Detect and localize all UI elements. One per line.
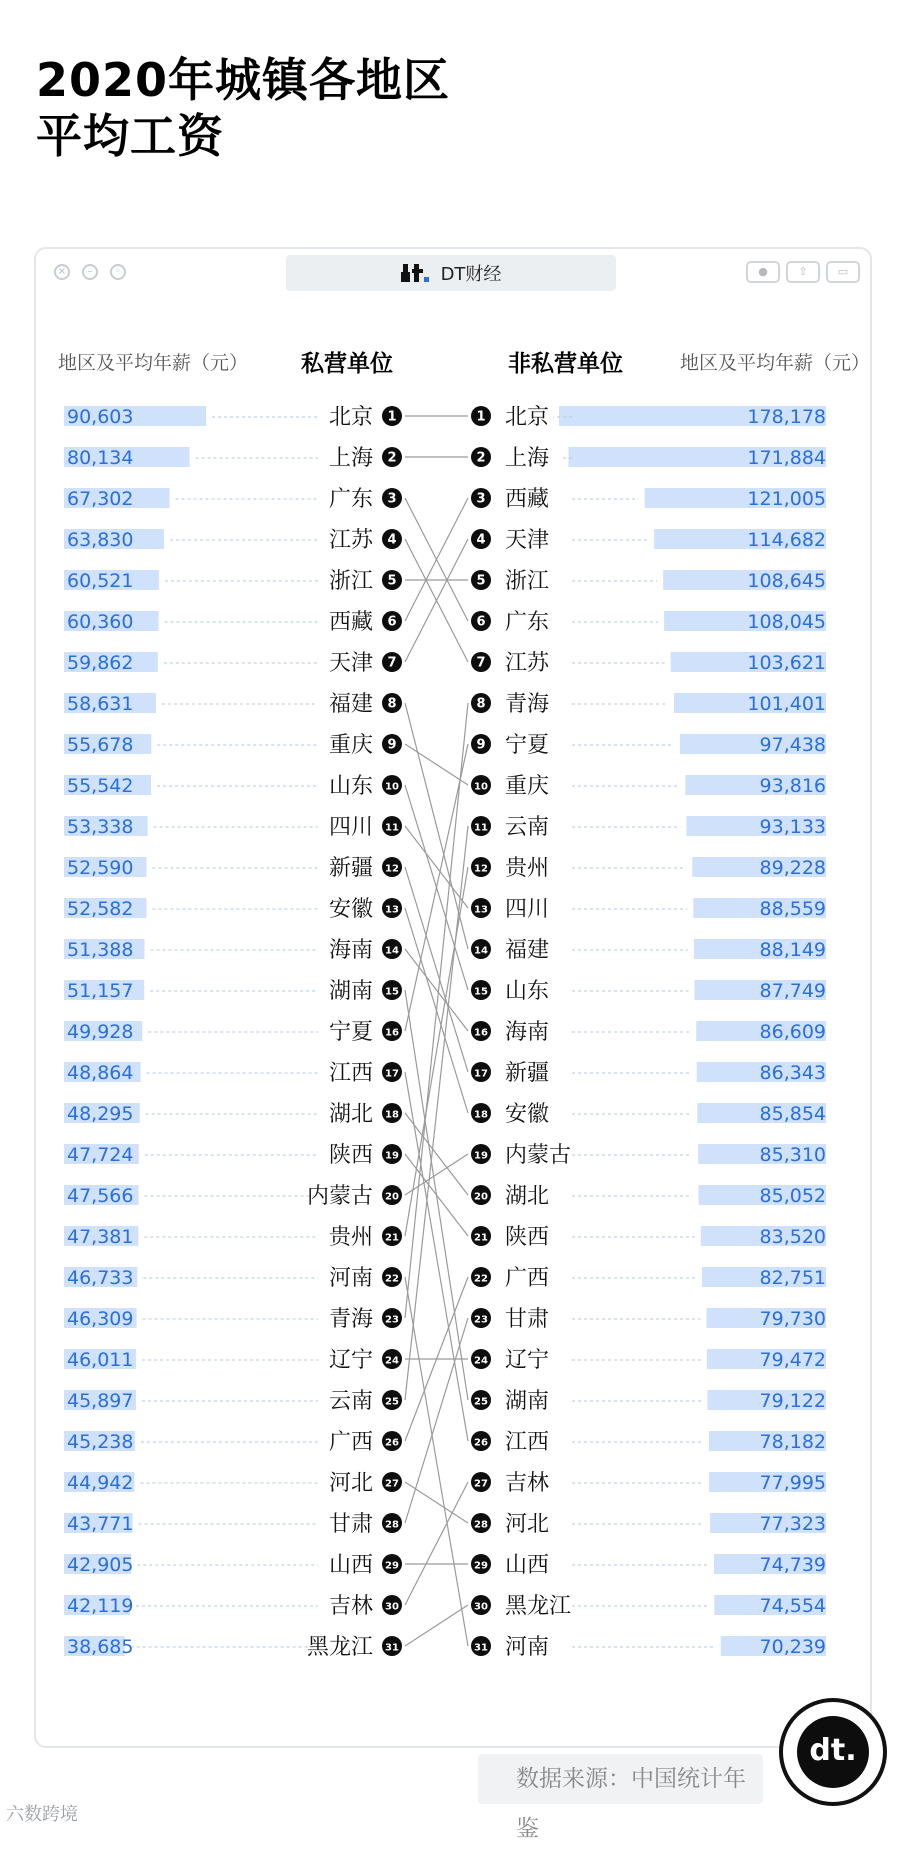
nonprivate-rank: 11 (474, 822, 488, 834)
nonprivate-value: 77,995 (759, 1472, 826, 1494)
nonprivate-rank: 20 (474, 1191, 488, 1203)
private-region: 内蒙古 (306, 1184, 373, 1209)
private-region: 河北 (328, 1471, 373, 1496)
nonprivate-region: 海南 (505, 1020, 550, 1045)
connector-河南 (405, 1277, 468, 1646)
private-row (64, 1225, 402, 1250)
private-rank: 19 (385, 1150, 399, 1162)
nonprivate-rank: 18 (474, 1109, 488, 1121)
nonprivate-row (471, 651, 826, 676)
nonprivate-value: 93,816 (759, 775, 826, 797)
right-header-title: 非私营单位 (508, 351, 623, 377)
private-region: 青海 (328, 1307, 373, 1332)
nonprivate-row (471, 1348, 826, 1373)
nonprivate-rank: 21 (474, 1232, 488, 1244)
nonprivate-region: 西藏 (505, 487, 550, 512)
private-rank: 24 (385, 1355, 399, 1367)
nonprivate-value: 77,323 (759, 1513, 826, 1535)
nonprivate-region: 重庆 (505, 774, 550, 799)
private-region: 辽宁 (328, 1348, 373, 1373)
private-row (64, 774, 402, 799)
private-value: 45,897 (67, 1390, 134, 1412)
private-value: 38,685 (67, 1636, 134, 1658)
nonprivate-region: 广西 (505, 1266, 550, 1291)
nonprivate-rank: 13 (474, 904, 488, 916)
private-rank: 7 (387, 655, 397, 671)
private-value: 63,830 (67, 529, 134, 551)
nonprivate-row (471, 1225, 826, 1250)
private-value: 58,631 (67, 693, 134, 715)
nonprivate-value: 88,149 (759, 939, 826, 961)
connector-黑龙江 (405, 1605, 468, 1646)
nonprivate-row (471, 774, 826, 799)
nonprivate-region: 安徽 (505, 1102, 550, 1127)
connector-宁夏 (405, 744, 468, 1031)
private-rank: 20 (385, 1191, 399, 1203)
private-value: 52,582 (67, 898, 134, 920)
footer-watermark: 六数跨境 (6, 1804, 78, 1825)
private-rank: 31 (385, 1642, 399, 1654)
private-region: 四川 (328, 815, 373, 840)
private-region: 新疆 (328, 856, 373, 881)
private-rank: 11 (385, 822, 399, 834)
nonprivate-rank: 7 (476, 655, 486, 671)
nonprivate-rank: 4 (476, 532, 486, 548)
nonprivate-value: 171,884 (747, 447, 826, 469)
private-region: 山西 (328, 1553, 373, 1578)
connector-吉林 (405, 1482, 468, 1605)
nonprivate-rank: 12 (474, 863, 488, 875)
private-value: 46,733 (67, 1267, 134, 1289)
nonprivate-region: 湖北 (505, 1184, 550, 1209)
private-row (64, 938, 402, 963)
private-region: 黑龙江 (306, 1635, 373, 1660)
right-header-caption: 地区及平均年薪（元） (680, 352, 871, 374)
nonprivate-row (471, 815, 826, 840)
private-value: 46,011 (67, 1349, 134, 1371)
nonprivate-value: 101,401 (747, 693, 826, 715)
nonprivate-region: 内蒙古 (505, 1143, 572, 1168)
private-row (64, 487, 402, 512)
private-value: 51,388 (67, 939, 134, 961)
nonprivate-region: 江西 (505, 1430, 550, 1455)
nonprivate-row (471, 897, 826, 922)
nonprivate-rank: 31 (474, 1642, 488, 1654)
private-rank: 25 (385, 1396, 399, 1408)
private-value: 55,542 (67, 775, 134, 797)
private-rank: 1 (387, 409, 397, 425)
private-rank: 22 (385, 1273, 399, 1285)
nonprivate-value: 108,645 (747, 570, 826, 592)
nonprivate-value: 114,682 (747, 529, 826, 551)
nonprivate-row (471, 938, 826, 963)
private-region: 广西 (328, 1430, 373, 1455)
window-tab-label: DT财经 (440, 264, 502, 285)
nonprivate-region: 河南 (505, 1635, 550, 1660)
private-region: 广东 (328, 487, 373, 512)
nonprivate-rank: 28 (474, 1519, 488, 1531)
nonprivate-value: 78,182 (759, 1431, 826, 1453)
private-rank: 21 (385, 1232, 399, 1244)
title-line-2: 平均工资 (36, 109, 224, 163)
connector-四川 (405, 826, 468, 908)
private-row (64, 1389, 402, 1414)
private-value: 42,905 (67, 1554, 134, 1576)
private-value: 47,724 (67, 1144, 134, 1166)
nonprivate-row (471, 1143, 826, 1168)
private-region: 浙江 (328, 569, 373, 594)
private-value: 60,360 (67, 611, 134, 633)
nonprivate-region: 浙江 (505, 569, 550, 594)
private-region: 甘肃 (328, 1512, 373, 1537)
private-value: 60,521 (67, 570, 134, 592)
private-rank: 29 (385, 1560, 399, 1572)
private-value: 67,302 (67, 488, 134, 510)
nonprivate-value: 86,609 (759, 1021, 826, 1043)
nonprivate-rank: 14 (474, 945, 488, 957)
private-value: 55,678 (67, 734, 134, 756)
private-value: 44,942 (67, 1472, 134, 1494)
nonprivate-value: 83,520 (759, 1226, 826, 1248)
private-row (64, 1430, 402, 1455)
private-value: 45,238 (67, 1431, 134, 1453)
nonprivate-row (471, 1307, 826, 1332)
share-icon[interactable]: ⇧ (786, 261, 820, 283)
nonprivate-value: 178,178 (747, 406, 826, 428)
connector-新疆 (405, 867, 468, 1072)
nonprivate-region: 宁夏 (505, 733, 550, 758)
nonprivate-row (471, 692, 826, 717)
nonprivate-region: 河北 (505, 1512, 550, 1537)
nonprivate-rank: 10 (474, 781, 488, 793)
nonprivate-value: 74,554 (759, 1595, 826, 1617)
nonprivate-row (471, 1635, 826, 1660)
nonprivate-row (471, 1061, 826, 1086)
private-rank: 28 (385, 1519, 399, 1531)
nonprivate-row (471, 733, 826, 758)
nonprivate-region: 云南 (505, 815, 550, 840)
nonprivate-row (471, 405, 826, 430)
nonprivate-region: 青海 (505, 692, 550, 717)
nonprivate-value: 88,559 (759, 898, 826, 920)
nonprivate-value: 108,045 (747, 611, 826, 633)
nonprivate-row (471, 1512, 826, 1537)
private-value: 52,590 (67, 857, 134, 879)
connector-江西 (405, 1072, 468, 1441)
connector-云南 (405, 826, 468, 1400)
private-row (64, 1266, 402, 1291)
private-value: 46,309 (67, 1308, 134, 1330)
private-row (64, 405, 402, 430)
nonprivate-region: 新疆 (505, 1061, 550, 1086)
left-header-caption: 地区及平均年薪（元） (58, 352, 249, 374)
private-value: 59,862 (67, 652, 134, 674)
private-region: 江西 (328, 1061, 373, 1086)
nonprivate-value: 89,228 (759, 857, 826, 879)
nonprivate-region: 广东 (505, 610, 550, 635)
nonprivate-rank: 2 (476, 450, 486, 466)
private-rank: 6 (387, 614, 397, 630)
nonprivate-row (471, 856, 826, 881)
nonprivate-value: 82,751 (759, 1267, 826, 1289)
private-value: 47,566 (67, 1185, 134, 1207)
nonprivate-row (471, 1553, 826, 1578)
nonprivate-region: 黑龙江 (505, 1594, 572, 1619)
nonprivate-row (471, 1266, 826, 1291)
connector-河北 (405, 1482, 468, 1523)
maximize-icon[interactable]: ◦ (110, 264, 126, 280)
nonprivate-region: 四川 (505, 897, 550, 922)
private-region: 重庆 (328, 733, 373, 758)
private-region: 云南 (328, 1389, 373, 1414)
nonprivate-row (471, 569, 826, 594)
nonprivate-rank: 30 (474, 1601, 488, 1613)
nonprivate-value: 87,749 (759, 980, 826, 1002)
nonprivate-region: 福建 (505, 938, 550, 963)
nonprivate-value: 121,005 (747, 488, 826, 510)
nonprivate-rank: 9 (476, 737, 486, 753)
nonprivate-rank: 26 (474, 1437, 488, 1449)
private-region: 上海 (328, 446, 373, 471)
private-rank: 15 (385, 986, 399, 998)
connector-重庆 (405, 744, 468, 785)
nonprivate-row (471, 1184, 826, 1209)
private-rank: 3 (387, 491, 397, 507)
connector-甘肃 (405, 1318, 468, 1523)
private-rank: 18 (385, 1109, 399, 1121)
nonprivate-region: 上海 (505, 446, 550, 471)
nonprivate-value: 70,239 (759, 1636, 826, 1658)
private-value: 48,295 (67, 1103, 134, 1125)
private-row (64, 610, 402, 635)
nonprivate-value: 85,310 (759, 1144, 826, 1166)
nonprivate-rank: 29 (474, 1560, 488, 1572)
private-row (64, 528, 402, 553)
private-region: 贵州 (328, 1225, 373, 1250)
nonprivate-rank: 1 (476, 409, 486, 425)
private-region: 湖南 (328, 979, 373, 1004)
nonprivate-rank: 27 (474, 1478, 488, 1490)
private-value: 51,157 (67, 980, 134, 1002)
nonprivate-rank: 22 (474, 1273, 488, 1285)
nonprivate-value: 97,438 (759, 734, 826, 756)
private-region: 吉林 (328, 1594, 373, 1619)
private-row (64, 733, 402, 758)
nonprivate-rank: 23 (474, 1314, 488, 1326)
nonprivate-rank: 5 (476, 573, 486, 589)
private-rank: 9 (387, 737, 397, 753)
private-row (64, 1471, 402, 1496)
private-rank: 8 (387, 696, 397, 712)
private-value: 49,928 (67, 1021, 134, 1043)
nonprivate-region: 吉林 (505, 1471, 550, 1496)
nonprivate-row (471, 1020, 826, 1045)
nonprivate-rank: 8 (476, 696, 486, 712)
nonprivate-region: 北京 (505, 405, 550, 430)
private-row (64, 569, 402, 594)
nonprivate-value: 79,472 (759, 1349, 826, 1371)
nonprivate-region: 山西 (505, 1553, 550, 1578)
private-region: 陕西 (328, 1143, 373, 1168)
nonprivate-region: 辽宁 (505, 1348, 550, 1373)
private-row (64, 856, 402, 881)
nonprivate-rank: 16 (474, 1027, 488, 1039)
connector-内蒙古 (405, 1154, 468, 1195)
private-region: 河南 (328, 1266, 373, 1291)
nonprivate-value: 93,133 (759, 816, 826, 838)
private-rank: 4 (387, 532, 397, 548)
private-value: 53,338 (67, 816, 134, 838)
private-rank: 23 (385, 1314, 399, 1326)
nonprivate-region: 天津 (505, 528, 550, 553)
title-line-1: 2020年城镇各地区 (36, 53, 451, 107)
private-rank: 2 (387, 450, 397, 466)
private-row (64, 815, 402, 840)
nonprivate-rank: 17 (474, 1068, 488, 1080)
private-rank: 5 (387, 573, 397, 589)
nonprivate-row (471, 1102, 826, 1127)
private-row (64, 1594, 402, 1619)
private-row (64, 897, 402, 922)
nonprivate-region: 江苏 (505, 651, 550, 676)
private-row (64, 1635, 402, 1660)
private-row (64, 692, 402, 717)
private-value: 42,119 (67, 1595, 134, 1617)
private-rank: 26 (385, 1437, 399, 1449)
private-row (64, 446, 402, 471)
nonprivate-row (471, 528, 826, 553)
private-rank: 10 (385, 781, 399, 793)
private-value: 47,381 (67, 1226, 134, 1248)
nonprivate-row (471, 979, 826, 1004)
nonprivate-value: 86,343 (759, 1062, 826, 1084)
window-icon[interactable]: ▭ (826, 261, 860, 283)
private-row (64, 1102, 402, 1127)
private-row (64, 1553, 402, 1578)
data-source: 数据来源：中国统计年鉴 (478, 1754, 763, 1804)
nonprivate-region: 湖南 (505, 1389, 550, 1414)
nonprivate-row (471, 1389, 826, 1414)
private-region: 山东 (328, 774, 373, 799)
private-value: 48,864 (67, 1062, 134, 1084)
private-rank: 16 (385, 1027, 399, 1039)
nonprivate-row (471, 1594, 826, 1619)
nonprivate-row (471, 1430, 826, 1455)
private-region: 福建 (328, 692, 373, 717)
nonprivate-value: 74,739 (759, 1554, 826, 1576)
nonprivate-rank: 3 (476, 491, 486, 507)
record-icon[interactable]: ● (746, 261, 780, 283)
private-rank: 27 (385, 1478, 399, 1490)
private-region: 北京 (328, 405, 373, 430)
nonprivate-region: 山东 (505, 979, 550, 1004)
connector-lines (405, 416, 468, 1646)
dt-badge-icon: dt. (797, 1716, 869, 1788)
private-row (64, 1020, 402, 1045)
private-region: 湖北 (328, 1102, 373, 1127)
private-row (64, 651, 402, 676)
nonprivate-value: 79,730 (759, 1308, 826, 1330)
minimize-icon[interactable]: – (82, 264, 98, 280)
private-value: 43,771 (67, 1513, 134, 1535)
private-region: 安徽 (328, 897, 373, 922)
private-rank: 30 (385, 1601, 399, 1613)
nonprivate-row (471, 446, 826, 471)
private-region: 江苏 (328, 528, 373, 553)
private-region: 海南 (328, 938, 373, 963)
nonprivate-row (471, 610, 826, 635)
private-row (64, 1061, 402, 1086)
private-row (64, 979, 402, 1004)
nonprivate-value: 85,854 (759, 1103, 826, 1125)
private-value: 80,134 (67, 447, 134, 469)
private-region: 宁夏 (328, 1020, 373, 1045)
dt-badge[interactable] (779, 1698, 887, 1806)
private-value: 90,603 (67, 406, 134, 428)
nonprivate-region: 甘肃 (505, 1307, 550, 1332)
nonprivate-value: 85,052 (759, 1185, 826, 1207)
left-header-title: 私营单位 (301, 351, 393, 377)
private-row (64, 1184, 402, 1209)
nonprivate-row (471, 487, 826, 512)
nonprivate-region: 贵州 (505, 856, 550, 881)
private-row (64, 1307, 402, 1332)
nonprivate-rank: 15 (474, 986, 488, 998)
private-rank: 12 (385, 863, 399, 875)
private-rank: 14 (385, 945, 399, 957)
nonprivate-row (471, 1471, 826, 1496)
private-row (64, 1143, 402, 1168)
private-region: 西藏 (328, 610, 373, 635)
nonprivate-rank: 24 (474, 1355, 488, 1367)
nonprivate-value: 79,122 (759, 1390, 826, 1412)
nonprivate-rank: 19 (474, 1150, 488, 1162)
nonprivate-value: 103,621 (747, 652, 826, 674)
nonprivate-region: 陕西 (505, 1225, 550, 1250)
private-row (64, 1512, 402, 1537)
private-rank: 17 (385, 1068, 399, 1080)
private-region: 天津 (328, 651, 373, 676)
connector-青海 (405, 703, 468, 1318)
private-row (64, 1348, 402, 1373)
close-icon[interactable]: × (54, 264, 70, 280)
nonprivate-rank: 6 (476, 614, 486, 630)
nonprivate-rank: 25 (474, 1396, 488, 1408)
private-rank: 13 (385, 904, 399, 916)
